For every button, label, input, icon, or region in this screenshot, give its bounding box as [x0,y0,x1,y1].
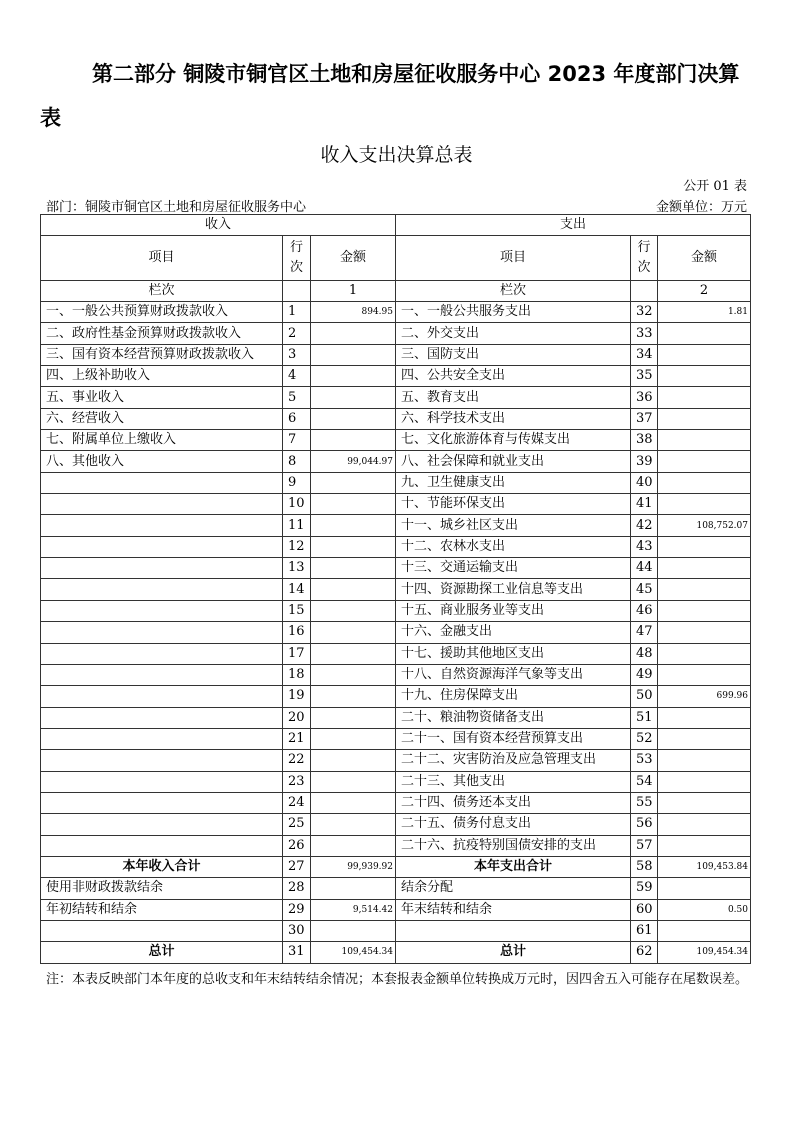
income-item [41,920,283,941]
department-label: 部门：铜陵市铜官区土地和房屋征收服务中心 [46,200,307,215]
empty-cell [283,281,311,302]
income-line-no: 28 [283,878,311,899]
table-row [41,323,751,344]
table-row [41,622,751,643]
table-title: 收入支出决算总表 [320,144,473,166]
income-line-no: 21 [283,728,311,749]
income-line-no: 30 [283,920,311,941]
table-row [41,344,751,365]
expense-amount [658,878,751,899]
income-line-no: 23 [283,771,311,792]
income-amount [311,387,396,408]
expense-line-no: 57 [631,835,658,856]
income-amount [311,344,396,365]
expense-line-no: 35 [631,366,658,387]
table-row [41,686,751,707]
expense-line-no: 58 [631,856,658,877]
expense-line-no: 60 [631,899,658,920]
expense-amount [658,792,751,813]
table-row [41,899,751,920]
expense-line-no: 45 [631,579,658,600]
income-item [41,515,283,536]
income-amount [311,878,396,899]
table-row [41,792,751,813]
income-line-no: 20 [283,707,311,728]
table-row [41,814,751,835]
income-item: 五、事业收入 [41,387,283,408]
expense-line-no: 36 [631,387,658,408]
table-row [41,750,751,771]
income-item [41,579,283,600]
income-amount [311,622,396,643]
expense-line-no: 50 [631,686,658,707]
expense-amount: 1.81 [658,302,751,323]
income-item [41,814,283,835]
income-line-no: 18 [283,664,311,685]
income-item: 四、上级补助收入 [41,366,283,387]
income-amount [311,792,396,813]
expense-amount [658,494,751,515]
income-amount [311,558,396,579]
income-amount [311,707,396,728]
income-item-header: 项目 [41,236,283,281]
income-item: 七、附属单位上缴收入 [41,430,283,451]
income-amount [311,643,396,664]
expense-item: 十七、援助其他地区支出 [396,643,631,664]
income-line-no: 9 [283,472,311,493]
table-row [41,494,751,515]
income-item [41,728,283,749]
income-line-no: 15 [283,600,311,621]
expense-line-no: 48 [631,643,658,664]
income-line-no: 19 [283,686,311,707]
expense-item: 十一、城乡社区支出 [396,515,631,536]
income-line-no: 3 [283,344,311,365]
table-row [41,728,751,749]
expense-item [396,920,631,941]
income-line-no: 31 [283,942,311,963]
expense-line-no: 61 [631,920,658,941]
expense-item: 十五、商业服务业等支出 [396,600,631,621]
income-line-no: 17 [283,643,311,664]
income-item: 一、一般公共预算财政拨款收入 [41,302,283,323]
income-amount [311,728,396,749]
income-line-no: 14 [283,579,311,600]
income-amount [311,408,396,429]
expense-amount [658,323,751,344]
income-amount [311,664,396,685]
expense-amount [658,366,751,387]
expense-line-no: 49 [631,664,658,685]
income-item: 二、政府性基金预算财政拨款收入 [41,323,283,344]
expense-item: 总计 [396,942,631,963]
expense-amount [658,643,751,664]
expense-item: 二、外交支出 [396,323,631,344]
expense-line-no: 55 [631,792,658,813]
expense-line-no: 53 [631,750,658,771]
expense-item: 二十六、抗疫特别国债安排的支出 [396,835,631,856]
expense-amount [658,814,751,835]
table-row [41,302,751,323]
income-item [41,558,283,579]
expense-amount: 699.96 [658,686,751,707]
expense-line-no: 52 [631,728,658,749]
table-row [41,878,751,899]
expense-line-header: 行次 [631,236,658,281]
expense-line-no: 38 [631,430,658,451]
income-item [41,494,283,515]
expense-amount [658,728,751,749]
income-item [41,622,283,643]
expense-amount [658,344,751,365]
income-amount [311,600,396,621]
expense-amount: 108,752.07 [658,515,751,536]
income-line-no: 24 [283,792,311,813]
income-amount: 109,454.34 [311,942,396,963]
income-amount [311,430,396,451]
table-row [41,558,751,579]
income-item: 六、经营收入 [41,408,283,429]
expense-line-no: 54 [631,771,658,792]
expense-amount [658,920,751,941]
income-col-label: 栏次 [41,281,283,302]
table-row [41,366,751,387]
income-amount [311,771,396,792]
expense-item-header: 项目 [396,236,631,281]
expense-amount [658,536,751,557]
income-amount [311,579,396,600]
expense-line-no: 44 [631,558,658,579]
income-line-no: 1 [283,302,311,323]
table-row [41,579,751,600]
expense-item: 二十一、国有资本经营预算支出 [396,728,631,749]
table-row [41,920,751,941]
expense-header: 支出 [396,215,751,236]
table-row [41,942,751,963]
income-amount [311,814,396,835]
expense-amount [658,707,751,728]
income-line-no: 13 [283,558,311,579]
income-amount [311,366,396,387]
income-line-no: 7 [283,430,311,451]
expense-amount [658,750,751,771]
expense-line-no: 47 [631,622,658,643]
expense-line-no: 59 [631,878,658,899]
income-amount [311,323,396,344]
expense-amount [658,600,751,621]
expense-amount: 109,453.84 [658,856,751,877]
expense-item: 二十、粮油物资储备支出 [396,707,631,728]
income-item [41,750,283,771]
income-amount [311,920,396,941]
expense-line-no: 42 [631,515,658,536]
income-item [41,643,283,664]
expense-amount [658,408,751,429]
expense-line-no: 41 [631,494,658,515]
income-amount: 894.95 [311,302,396,323]
income-line-no: 22 [283,750,311,771]
income-line-no: 26 [283,835,311,856]
expense-amount-header: 金额 [658,236,751,281]
income-line-no: 29 [283,899,311,920]
table-row [41,408,751,429]
table-row [41,856,751,877]
expense-line-no: 32 [631,302,658,323]
expense-item: 十六、金融支出 [396,622,631,643]
income-line-no: 27 [283,856,311,877]
income-line-header: 行次 [283,236,311,281]
expense-item: 年末结转和结余 [396,899,631,920]
expense-item: 一、一般公共服务支出 [396,302,631,323]
expense-line-no: 56 [631,814,658,835]
column-header-row [41,236,751,281]
expense-item: 二十四、债务还本支出 [396,792,631,813]
expense-line-no: 37 [631,408,658,429]
income-item [41,771,283,792]
income-item [41,472,283,493]
income-line-no: 8 [283,451,311,472]
column-index-row [41,281,751,302]
expense-amount [658,430,751,451]
table-row [41,472,751,493]
expense-line-no: 34 [631,344,658,365]
expense-item: 四、公共安全支出 [396,366,631,387]
expense-amount [658,771,751,792]
income-item [41,686,283,707]
income-amount [311,472,396,493]
income-item: 本年收入合计 [41,856,283,877]
expense-col-label: 栏次 [396,281,631,302]
table-row [41,771,751,792]
expense-amount: 109,454.34 [658,942,751,963]
expense-item: 六、科学技术支出 [396,408,631,429]
expense-item: 二十二、灾害防治及应急管理支出 [396,750,631,771]
income-amount [311,536,396,557]
expense-amount [658,451,751,472]
expense-amount [658,387,751,408]
income-item: 八、其他收入 [41,451,283,472]
expense-amount [658,622,751,643]
income-line-no: 2 [283,323,311,344]
table-code: 公开 01 表 [683,179,747,194]
table-row [41,600,751,621]
expense-item: 八、社会保障和就业支出 [396,451,631,472]
expense-line-no: 62 [631,942,658,963]
income-line-no: 25 [283,814,311,835]
expense-line-no: 46 [631,600,658,621]
income-item [41,536,283,557]
income-item: 总计 [41,942,283,963]
section-header-row [41,215,751,236]
expense-item: 本年支出合计 [396,856,631,877]
expense-item: 九、卫生健康支出 [396,472,631,493]
income-amount-header: 金额 [311,236,396,281]
document-title: 第二部分 铜陵市铜官区土地和房屋征收服务中心 2023 年度部门决算表 [40,62,740,130]
expense-line-no: 51 [631,707,658,728]
table-row [41,707,751,728]
expense-item: 十八、自然资源海洋气象等支出 [396,664,631,685]
income-line-no: 4 [283,366,311,387]
income-item [41,835,283,856]
income-amount [311,835,396,856]
income-amount [311,494,396,515]
expense-line-no: 40 [631,472,658,493]
expense-item: 十、节能环保支出 [396,494,631,515]
income-line-no: 12 [283,536,311,557]
income-item [41,600,283,621]
expense-item: 五、教育支出 [396,387,631,408]
income-line-no: 11 [283,515,311,536]
expense-line-no: 39 [631,451,658,472]
income-amount: 9,514.42 [311,899,396,920]
income-item: 使用非财政拨款结余 [41,878,283,899]
expense-item: 二十三、其他支出 [396,771,631,792]
income-amount [311,515,396,536]
expense-amount [658,558,751,579]
income-line-no: 10 [283,494,311,515]
income-expense-table [40,214,751,964]
table-row [41,536,751,557]
expense-col-index: 2 [658,281,751,302]
table-row [41,835,751,856]
expense-amount [658,664,751,685]
empty-cell [631,281,658,302]
expense-item: 三、国防支出 [396,344,631,365]
expense-item: 十二、农林水支出 [396,536,631,557]
expense-amount [658,472,751,493]
income-col-index: 1 [311,281,396,302]
expense-item: 十三、交通运输支出 [396,558,631,579]
expense-item: 十四、资源勘探工业信息等支出 [396,579,631,600]
income-amount: 99,044.97 [311,451,396,472]
income-amount [311,750,396,771]
unit-label: 金额单位：万元 [655,200,747,215]
income-header: 收入 [41,215,396,236]
footnote: 注：本表反映部门本年度的总收支和年末结转结余情况；本套报表金额单位转换成万元时，因四舍五入可能存在尾数误差。 [46,972,749,987]
expense-item: 二十五、债务付息支出 [396,814,631,835]
expense-item: 十九、住房保障支出 [396,686,631,707]
expense-amount [658,835,751,856]
income-amount: 99,939.92 [311,856,396,877]
income-item [41,707,283,728]
expense-line-no: 33 [631,323,658,344]
income-amount [311,686,396,707]
table-row [41,515,751,536]
income-line-no: 6 [283,408,311,429]
income-item [41,664,283,685]
income-line-no: 5 [283,387,311,408]
table-row [41,664,751,685]
income-line-no: 16 [283,622,311,643]
income-item [41,792,283,813]
expense-amount [658,579,751,600]
income-item: 三、国有资本经营预算财政拨款收入 [41,344,283,365]
table-row [41,451,751,472]
table-row [41,430,751,451]
expense-item: 结余分配 [396,878,631,899]
income-item: 年初结转和结余 [41,899,283,920]
expense-amount: 0.50 [658,899,751,920]
expense-item: 七、文化旅游体育与传媒支出 [396,430,631,451]
table-row [41,387,751,408]
expense-line-no: 43 [631,536,658,557]
table-row [41,643,751,664]
